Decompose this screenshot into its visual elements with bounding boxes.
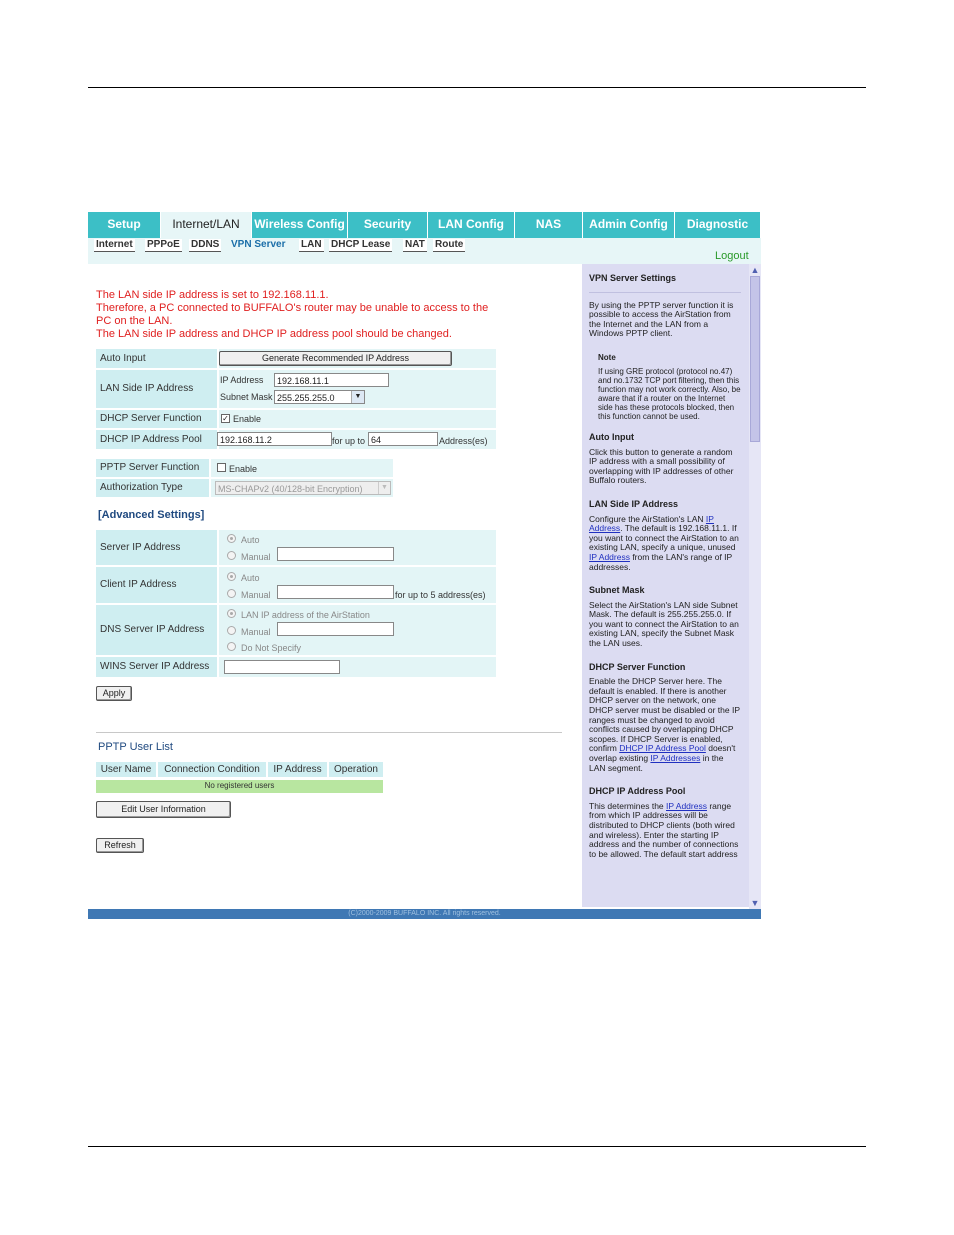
help-lan-text (589, 515, 741, 573)
help-pool-title: DHCP IP Address Pool (589, 786, 686, 797)
help-dhcp-text (589, 677, 741, 773)
dhcp-enable-checkbox[interactable]: ✓ (222, 414, 229, 423)
subtab-ddns[interactable]: DDNS (191, 239, 220, 250)
lan-ip-cell (219, 370, 496, 408)
client-ip-manual-radio[interactable] (227, 589, 236, 598)
help-text-segment: in the LAN segment. (589, 753, 724, 773)
dhcp-pool-cell (219, 430, 496, 449)
col-connection-condition: Connection Condition (158, 762, 266, 777)
dhcp-pool-count-input[interactable]: 64 (368, 432, 438, 446)
subtab-vpn-server[interactable]: VPN Server (231, 239, 286, 250)
help-note-title: Note (598, 352, 616, 362)
tab-security[interactable]: Security (348, 212, 428, 238)
col-user-name: User Name (96, 762, 156, 777)
client-ip-input[interactable] (277, 585, 394, 599)
wins-ip-cell (219, 657, 496, 677)
chevron-down-icon[interactable]: ▼ (351, 391, 364, 403)
auto-input-label: Auto Input (96, 349, 217, 368)
no-users-row: No registered users (96, 780, 383, 793)
help-title: VPN Server Settings (589, 274, 741, 293)
scroll-up-icon[interactable]: ▲ (750, 265, 760, 275)
logout-link[interactable]: Logout (715, 250, 749, 262)
help-text-segment: This determines the (589, 800, 667, 811)
client-ip-cell (219, 567, 496, 603)
warning-line: The LAN side IP address and DHCP IP address pool should be changed. (96, 328, 452, 340)
dns-ip-input[interactable] (277, 622, 394, 636)
client-ip-label: Client IP Address (96, 567, 217, 603)
ip-address-help-link[interactable]: IP Address (589, 513, 714, 534)
col-operation: Operation (329, 762, 383, 777)
ip-address-label: IP Address (220, 375, 264, 385)
page-bottom-rule (88, 1146, 866, 1147)
help-text-segment: Enable the DHCP Server here. The default is enabled. If there is another DHCP server on the network, one DHCP server must be disabled or the IP ranges must be changed to avoid conflicts caused by overlapping DHCP scopes. If DHCP Server is enabled, confirm (589, 676, 740, 754)
help-content (589, 274, 741, 873)
tab-lan-config[interactable]: LAN Config (428, 212, 515, 238)
subtab-internet[interactable]: Internet (96, 239, 133, 250)
help-pool-text (589, 802, 741, 860)
pptp-enable-checkbox[interactable] (217, 463, 226, 472)
auto-input-cell (219, 349, 496, 368)
subtab-lan[interactable]: LAN (301, 239, 322, 250)
subtab-dhcp-lease[interactable]: DHCP Lease (331, 239, 391, 250)
help-note-text: If using GRE protocol (protocol no.47) and no.1732 TCP port filtering, then this function may not work correctly. Also, be aware that if a router on the Internet side has these protocols blocked, then this function cannot be used. (598, 366, 741, 421)
main-content (88, 264, 581, 909)
client-ip-auto-radio[interactable] (227, 572, 236, 581)
main-nav (88, 212, 761, 238)
help-lan-title: LAN Side IP Address (589, 498, 679, 509)
lan-ip-label: LAN Side IP Address (96, 370, 217, 408)
server-ip-input[interactable] (277, 547, 394, 561)
auth-type-value: MS-CHAPv2 (40/128-bit Encryption) (218, 484, 363, 494)
router-admin-screenshot (88, 212, 761, 919)
dns-ip-cell (219, 605, 496, 655)
wins-ip-input[interactable] (224, 660, 340, 674)
generate-ip-button[interactable]: Generate Recommended IP Address (219, 351, 452, 366)
help-dhcp-title: DHCP Server Function (589, 661, 686, 672)
auth-type-cell (211, 479, 393, 497)
col-ip-address: IP Address (268, 762, 327, 777)
server-ip-manual-label: Manual (241, 552, 271, 562)
page-top-rule (88, 87, 866, 88)
ip-address-help-link[interactable]: IP Address (666, 800, 707, 811)
tab-wireless-config[interactable]: Wireless Config (252, 212, 348, 238)
addresses-label: Address(es) (439, 436, 488, 446)
ip-addresses-help-link[interactable]: IP Addresses (650, 753, 701, 763)
dns-none-radio[interactable] (227, 642, 236, 651)
dns-lan-label: LAN IP address of the AirStation (241, 610, 370, 620)
section-divider (96, 732, 562, 733)
dhcp-pool-help-link[interactable]: DHCP IP Address Pool (619, 743, 706, 754)
help-subnet-title: Subnet Mask (589, 585, 645, 596)
sub-nav (88, 238, 761, 264)
tab-admin-config[interactable]: Admin Config (583, 212, 675, 238)
pptp-function-cell (211, 459, 393, 477)
dhcp-enable-label: Enable (233, 414, 262, 424)
scroll-down-icon[interactable]: ▼ (750, 898, 760, 908)
tab-internet-lan[interactable]: Internet/LAN (161, 212, 252, 238)
help-text-segment: from the LAN's range of IP addresses. (589, 551, 733, 572)
client-ip-auto-label: Auto (241, 573, 260, 583)
help-intro: By using the PPTP server function it is possible to access the AirStation from the Internet and the LAN from a Windows PPTP client. (589, 299, 734, 339)
lan-conflict-warning (96, 289, 566, 341)
tab-setup[interactable]: Setup (88, 212, 161, 238)
server-ip-cell (219, 530, 496, 565)
pptp-user-list-title: PPTP User List (98, 741, 173, 753)
server-ip-manual-radio[interactable] (227, 551, 236, 560)
auth-type-label: Authorization Type (96, 479, 209, 497)
advanced-settings-title: [Advanced Settings] (98, 509, 205, 521)
help-text-segment: . The default is 192.168.11.1. If you want to connect the AirStation to an existing LAN, specify a unique, unused (589, 523, 739, 553)
dhcp-pool-label: DHCP IP Address Pool (96, 430, 217, 449)
dns-manual-label: Manual (241, 627, 271, 637)
refresh-button[interactable]: Refresh (96, 838, 144, 853)
dns-ip-label: DNS Server IP Address (96, 605, 217, 655)
help-panel (582, 264, 749, 907)
subnet-mask-select[interactable] (274, 390, 365, 404)
dns-lan-radio[interactable] (227, 609, 236, 618)
subtab-pppoe[interactable]: PPPoE (147, 239, 180, 250)
dhcp-function-cell (219, 410, 496, 428)
wins-ip-label: WINS Server IP Address (96, 657, 217, 677)
subtab-route[interactable]: Route (435, 239, 464, 250)
warning-line: The LAN side IP address is set to 192.168.11.1. (96, 289, 329, 301)
help-text-segment: Configure the AirStation's LAN (589, 513, 706, 524)
subtab-nat[interactable]: NAT (405, 239, 425, 250)
client-for-up-to-label: for up to 5 address(es) (395, 590, 486, 600)
ip-address-input[interactable]: 192.168.11.1 (274, 373, 389, 387)
ip-address-help-link[interactable]: IP Address (589, 551, 630, 562)
help-text-segment: doesn't overlap existing (589, 743, 736, 763)
pptp-enable-label: Enable (229, 464, 258, 474)
dhcp-function-label: DHCP Server Function (96, 410, 217, 428)
apply-button[interactable]: Apply (96, 686, 132, 701)
help-scrollbar[interactable] (749, 264, 761, 909)
help-auto-text: Click this button to generate a random IP address with a small possibility of overlapping with IP addresses of other Buffalo routers. (589, 446, 734, 486)
dns-none-label: Do Not Specify (241, 643, 302, 653)
scroll-thumb[interactable] (750, 276, 760, 442)
warning-line: PC on the LAN. (96, 315, 173, 327)
edit-user-info-button[interactable]: Edit User Information (96, 801, 231, 818)
server-ip-auto-radio[interactable] (227, 534, 236, 543)
tab-diagnostic[interactable]: Diagnostic (675, 212, 761, 238)
help-subnet-text: Select the AirStation's LAN side Subnet Mask. The default is 255.255.255.0. If you want to connect the AirStation to an existing LAN, specify the Subnet Mask the LAN uses. (589, 599, 739, 649)
dhcp-pool-start-input[interactable]: 192.168.11.2 (217, 432, 332, 446)
dns-manual-radio[interactable] (227, 626, 236, 635)
client-ip-manual-label: Manual (241, 590, 271, 600)
help-note (598, 353, 741, 421)
help-text-segment: range from which IP addresses will be distributed to DHCP clients (both wired and wireless). Enter the starting IP address and the number of connections to be allowed. The default start address (589, 800, 739, 859)
warning-line: Therefore, a PC connected to BUFFALO's router may be unable to access to the (96, 302, 489, 314)
tab-nas[interactable]: NAS (515, 212, 583, 238)
server-ip-auto-label: Auto (241, 535, 260, 545)
chevron-down-icon[interactable]: ▼ (378, 482, 390, 494)
for-up-to-label: for up to (332, 436, 366, 446)
help-auto-title: Auto Input (589, 431, 634, 442)
server-ip-label: Server IP Address (96, 530, 217, 565)
copyright-footer: (C)2000-2009 BUFFALO INC. All rights reserved. (88, 909, 761, 919)
pptp-function-label: PPTP Server Function (96, 459, 209, 477)
subnet-mask-value: 255.255.255.0 (277, 393, 335, 403)
auth-type-select[interactable] (215, 481, 391, 495)
subnet-mask-label: Subnet Mask (220, 392, 273, 402)
